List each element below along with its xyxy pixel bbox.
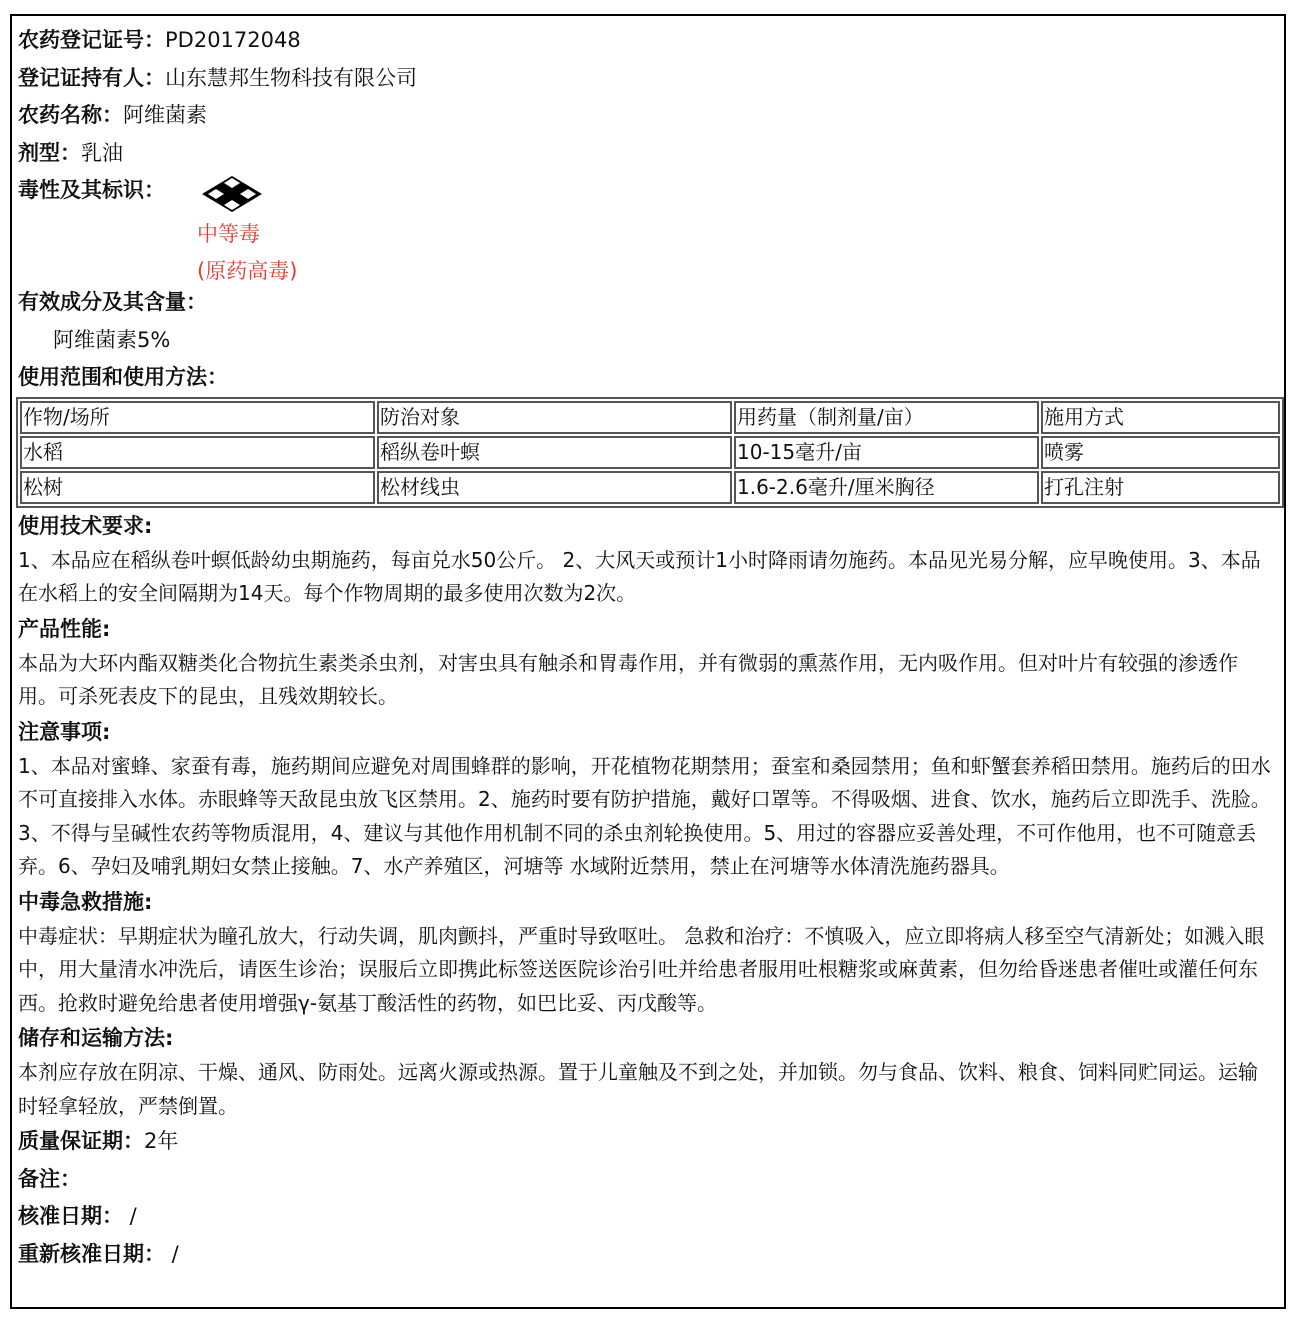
ingredients-value: 阿维菌素5% [53, 327, 171, 352]
reapproval-date-label: 重新核准日期： [18, 1241, 165, 1266]
cell-dosage: 1.6-2.6毫升/厘米胸径 [734, 471, 1039, 504]
storage-heading: 储存和运输方法: [18, 1026, 174, 1050]
cell-crop: 水稻 [20, 436, 375, 469]
formulation-row [18, 135, 1284, 173]
toxicity-text [197, 216, 297, 290]
pesticide-name-label: 农药名称： [18, 103, 123, 127]
shelf-life-value: 2年 [144, 1129, 179, 1153]
header-dosage: 用药量（制剂量/亩） [734, 401, 1039, 434]
cell-target: 松材线虫 [377, 471, 732, 504]
formulation-value: 乳油 [81, 140, 123, 165]
usage-table [16, 397, 1284, 508]
usage-label: 使用范围和使用方法： [18, 365, 228, 389]
pesticide-name-value: 阿维菌素 [123, 103, 207, 127]
tech-requirements-heading: 使用技术要求: [18, 513, 153, 538]
first-aid-text: 中毒症状：早期症状为瞳孔放大，行动失调，肌肉颤抖，严重时导致呕吐。 急救和治疗：不慎吸入，应立即将病人移至空气清新处；如溅入眼中，用大量清水冲洗后，请医生诊治；误服后立即携此标签送医院诊治引吐并给患者服用吐根糖浆或麻黄素，但勿给昏迷患者催吐或灌任何东西。抢救时避免给患者使用增强γ-氨基丁酸活性的药物，如巴比妥、丙戊酸等。 [18, 923, 1265, 1015]
header-target: 防治对象 [377, 401, 732, 434]
cell-method: 喷雾 [1041, 436, 1280, 469]
cell-method: 打孔注射 [1041, 471, 1280, 504]
shelf-life-row [18, 1123, 1284, 1161]
pesticide-registration-record [10, 14, 1286, 1309]
caution-text: 1、本品对蜜蜂、家蚕有毒，施药期间应避免对周围蜂群的影响，开花植物花期禁用；蚕室和桑园禁用；鱼和虾蟹套养稻田禁用。施药后的田水不可直接排入水体。赤眼蜂等天敌昆虫放飞区禁用。2、施药时要有防护措施，戴好口罩等。不得吸烟、进食、饮水，施药后立即洗手、洗脸。3、不得与呈碱性农药等物质混用，4、建议与其他作用机制不同的杀虫剂轮换使用。5、用过的容器应妥善处理，不可作他用，也不可随意丢弃。6、孕妇及哺乳期妇女禁止接触。7、水产养殖区，河塘等 水域附近禁用，禁止在河塘等水体清洗施药器具。 [18, 753, 1271, 878]
cell-target: 稻纵卷叶螟 [377, 436, 732, 469]
remarks-row [18, 1161, 1284, 1199]
toxicity-level: 中等毒 [197, 222, 260, 246]
table-row [20, 436, 1280, 469]
reapproval-date-value: / [165, 1241, 179, 1266]
header-method: 施用方式 [1041, 401, 1280, 434]
pesticide-name-row [18, 97, 1284, 135]
toxicity-original: (原药高毒) [197, 259, 298, 283]
shelf-life-label: 质量保证期： [18, 1129, 144, 1153]
approval-date-label: 核准日期： [18, 1204, 123, 1228]
first-aid-heading: 中毒急救措施: [18, 889, 153, 914]
reapproval-date-row [18, 1236, 1284, 1274]
table-row [20, 471, 1280, 504]
registrant-value: 山东慧邦生物科技有限公司 [165, 65, 417, 90]
toxicity-row [18, 172, 1284, 284]
toxicity-label: 毒性及其标识： [18, 178, 165, 202]
table-header-row [20, 401, 1280, 434]
cell-crop: 松树 [20, 471, 375, 504]
registrant-row [18, 60, 1284, 98]
usage-heading [18, 359, 1284, 397]
approval-date-value: / [123, 1204, 137, 1228]
cell-dosage: 10-15毫升/亩 [734, 436, 1039, 469]
tech-requirements-text: 1、本品应在稻纵卷叶螟低龄幼虫期施药，每亩兑水50公斤。 2、大风天或预计1小时降雨请勿施药。本品见光易分解，应早晚使用。3、本品在水稻上的安全间隔期为14天。每个作物周期的最多使用次数为2次。 [18, 547, 1261, 605]
registration-number-label: 农药登记证号： [18, 28, 165, 52]
ingredients-label: 有效成分及其含量： [18, 290, 207, 314]
remarks-label: 备注： [18, 1166, 81, 1191]
moderate-toxicity-diamond-icon [200, 172, 264, 216]
caution-heading: 注意事项: [18, 719, 111, 744]
performance-heading: 产品性能: [18, 616, 111, 641]
formulation-label: 剂型： [18, 140, 81, 165]
registration-number-value: PD20172048 [165, 28, 301, 52]
storage-text: 本剂应存放在阴凉、干燥、通风、防雨处。远离火源或热源。置于儿童触及不到之处，并加锁。勿与食品、饮料、粮食、饲料同贮同运。运输时轻拿轻放，严禁倒置。 [18, 1060, 1258, 1118]
approval-date-row [18, 1198, 1284, 1236]
performance-text: 本品为大环内酯双糖类化合物抗生素类杀虫剂，对害虫具有触杀和胃毒作用，并有微弱的熏蒸作用，无内吸作用。但对叶片有较强的渗透作用。可杀死表皮下的昆虫，且残效期较长。 [18, 650, 1238, 708]
registrant-label: 登记证持有人： [18, 65, 165, 90]
header-crop: 作物/场所 [20, 401, 375, 434]
registration-number-row [18, 22, 1284, 60]
